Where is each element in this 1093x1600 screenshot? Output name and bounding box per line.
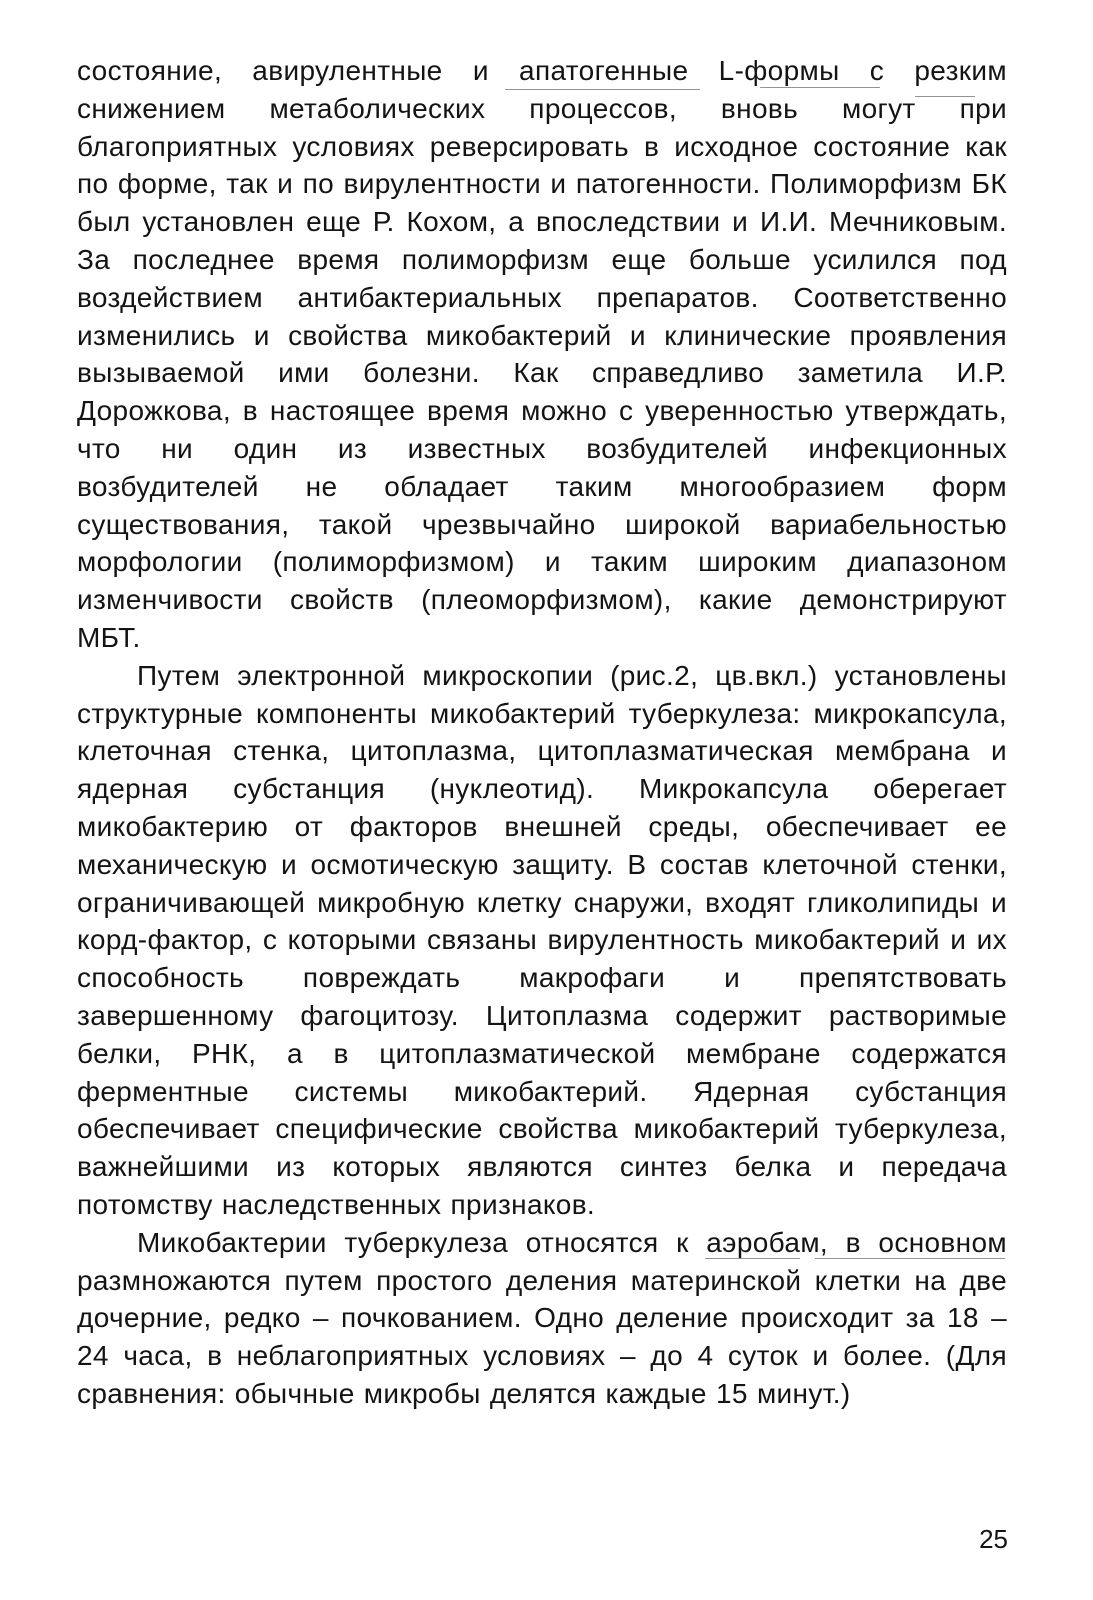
page-text xyxy=(77,52,1007,1413)
page-number: 25 xyxy=(979,1524,1008,1554)
paragraph-polymorphism: состояние, авирулентные и апатогенные L-формы с резким снижением метаболических процессов, вновь могут при благоприятных условиях реверсировать в исходное состояние как по форме, так и по вирулентности и патогенности. Полиморфизм БК был установлен еще Р. Кохом, а впоследствии и И.И. Мечниковым. За последнее время полиморфизм еще больше усилился под воздействием антибактериальных препаратов. Соответственно изменились и свойства микобактерий и клинические проявления вызываемой ими болезни. Как справедливо заметила И.Р. Дорожкова, в настоящее время можно с уверенностью утверждать, что ни один из известных возбудителей инфекционных возбудителей не обладает таким многообразием форм существования, такой чрезвычайно широкой вариабельностью морфологии (полиморфизмом) и таким широким диапазоном изменчивости свойств (плеоморфизмом), какие демонстрируют МБТ. xyxy=(77,55,1007,653)
pencil-underline-mark xyxy=(815,1258,1005,1259)
pencil-underline-mark xyxy=(705,1258,800,1259)
paragraph-reproduction: Микобактерии туберкулеза относятся к аэробам, в основном размножаются путем простого деления материнской клетки на две дочерние, редко – почкованием. Одно деление происходит за 18 – 24 часа, в неблагоприятных условиях – до 4 суток и более. (Для сравнения: обычные микробы делятся каждые 15 минут.) xyxy=(77,1226,1007,1409)
paragraph-structure: Путем электронной микроскопии (рис.2, цв.вкл.) установлены структурные компоненты микобактерий туберкулеза: микрокапсула, клеточная стенка, цитоплазма, цитоплазматическая мембрана и ядерная субстанция (нуклеотид). Микрокапсула оберегает микобактерию от факторов внешней среды, обеспечивает ее механическую и осмотическую защиту. В состав клеточной стенки, ограничивающей микробную клетку снаружи, входят гликолипиды и корд-фактор, с которыми связаны вирулентность микобактерий и их способность повреждать макрофаги и препятствовать завершенному фагоцитозу. Цитоплазма содержит растворимые белки, РНК, а в цитоплазматической мембране содержатся ферментные системы микобактерий. Ядерная субстанция обеспечивает специфические свойства микобактерий туберкулеза, важнейшими из которых являются синтез белка и передача потомству наследственных признаков. xyxy=(77,659,1007,1220)
pencil-underline-mark xyxy=(505,89,700,90)
pencil-underline-mark xyxy=(760,87,880,88)
pencil-underline-mark xyxy=(915,96,975,97)
